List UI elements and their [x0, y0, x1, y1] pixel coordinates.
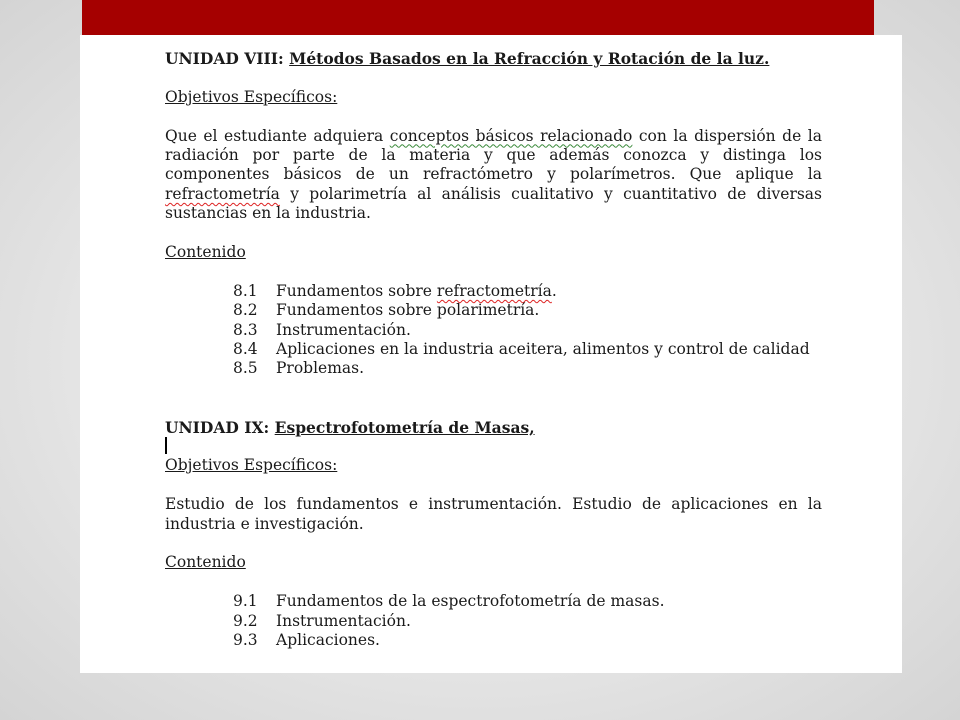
text-cursor [165, 437, 167, 454]
item-text: Fundamentos de la espectrofotometría de masas. [276, 592, 665, 611]
objectives-segment: con la dispersión de la radiación por parte de la materia y que además conozca y distinga los componentes básicos de un refractómetro y polarímetros. Que aplique la [165, 126, 822, 184]
list-item [233, 301, 822, 320]
item-number: 9.1 [233, 592, 258, 611]
item-number: 8.3 [233, 320, 258, 339]
unit8-heading [165, 49, 822, 68]
unit9-title: Espectrofotometría de Masas, [274, 417, 535, 437]
unit9-heading [165, 418, 822, 437]
objectives-segment: Que el estudiante adquiera [165, 126, 390, 145]
item-number: 8.2 [233, 301, 258, 320]
title-bar [82, 0, 874, 35]
unit8-objectives-heading: Objetivos Específicos: [165, 87, 338, 106]
unit9-objectives-heading: Objetivos Específicos: [165, 456, 338, 475]
item-number: 9.2 [233, 611, 258, 630]
unit9-objectives-text: Estudio de los fundamentos e instrumentación. Estudio de aplicaciones en la industria e investigación. [165, 495, 822, 533]
item-text [276, 282, 822, 301]
list-item [233, 321, 822, 340]
item-text-part: . [551, 281, 557, 300]
unit8-objectives-text [165, 127, 822, 224]
unit9-content-list [165, 592, 822, 650]
item-text: Aplicaciones en la industria aceitera, alimentos y control de calidad [276, 340, 810, 359]
unit9-content-heading: Contenido [165, 553, 246, 572]
document-page[interactable] [80, 35, 902, 673]
document-body[interactable] [165, 49, 822, 650]
objectives-segment: y polarimetría al análisis cualitativo y cuantitativo de diversas sustancias en la industria. [165, 184, 822, 223]
spelling-flagged-word[interactable]: refractometría [165, 184, 280, 203]
item-text: Fundamentos sobre polarimetría. [276, 301, 540, 320]
list-item [233, 612, 822, 631]
item-text: Instrumentación. [276, 320, 411, 339]
item-text-part: Fundamentos sobre [276, 281, 437, 300]
item-number: 8.5 [233, 359, 258, 378]
unit8-prefix: UNIDAD VIII: [165, 49, 284, 68]
list-item [233, 631, 822, 650]
item-number: 9.3 [233, 631, 258, 650]
item-number: 8.1 [233, 281, 258, 300]
unit9-prefix: UNIDAD IX: [165, 417, 270, 437]
unit8-title: Métodos Basados en la Refracción y Rotación de la luz. [289, 49, 770, 68]
item-text: Aplicaciones. [276, 631, 380, 650]
item-text: Instrumentación. [276, 611, 411, 630]
item-number: 8.4 [233, 340, 258, 359]
list-item [233, 282, 822, 301]
item-text: Problemas. [276, 359, 365, 378]
text-cursor-line[interactable] [165, 437, 822, 456]
list-item [233, 340, 822, 359]
spelling-flagged-word[interactable]: refractometría [436, 281, 552, 300]
grammar-flagged-phrase[interactable]: conceptos básicos relacionado [389, 126, 633, 145]
unit8-content-heading: Contenido [165, 243, 246, 262]
unit8-content-list [165, 282, 822, 379]
list-item [233, 359, 822, 378]
list-item [233, 592, 822, 611]
